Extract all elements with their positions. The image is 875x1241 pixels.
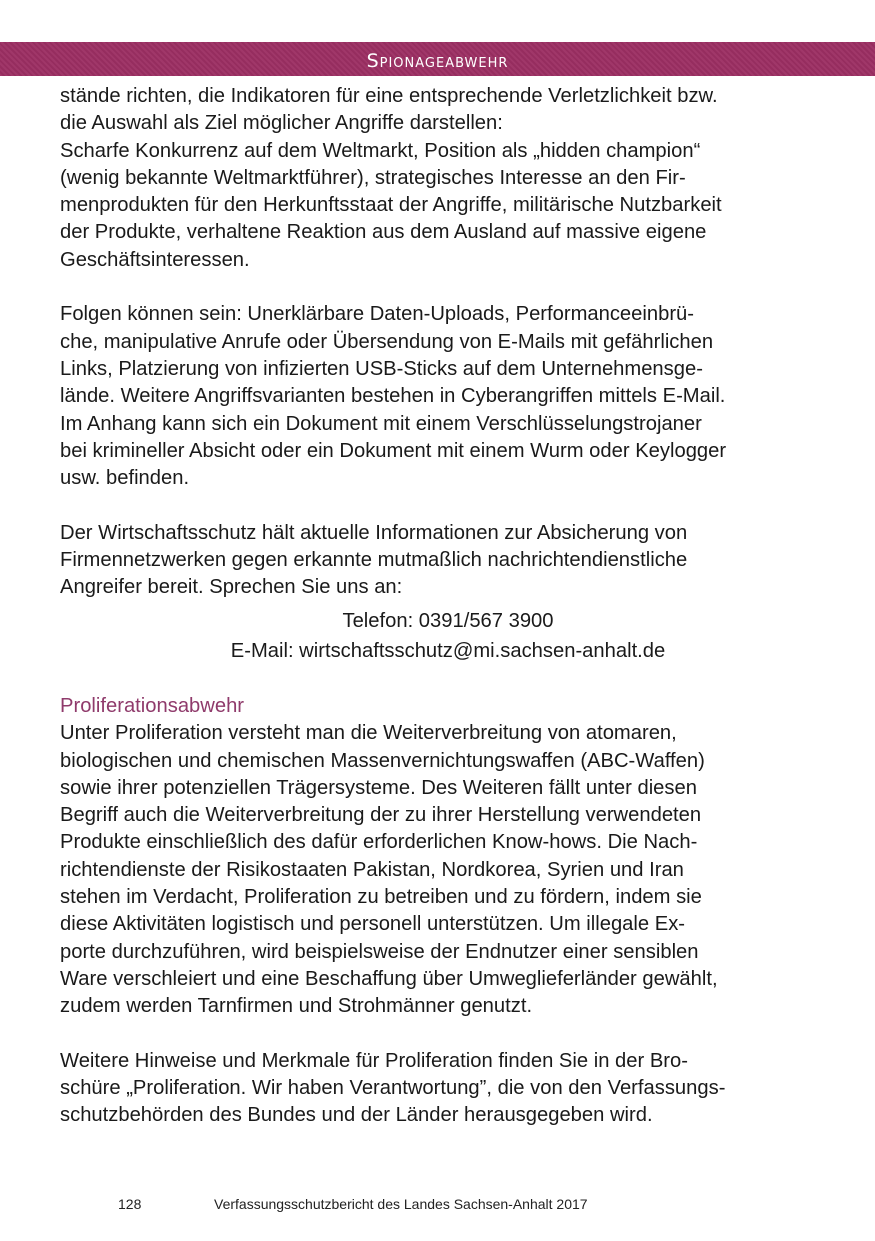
contact-email: E-Mail: wirtschaftsschutz@mi.sachsen-anhalt.de (230, 639, 666, 662)
paragraph-indicators: stände richten, die Indikatoren für eine entsprechende Verletzlichkeit bzw. die Auswahl als Ziel möglicher Angriffe darstellen: Scharfe Konkurrenz auf dem Weltmarkt, Position als „hidden champion“ (wenig bekannte Weltmarktführer), strategisches Interesse an den Fir- menprodukten für den Herkunftsstaat der Angriffe, militärische Nutzbarkeit der Produkte, verhaltene Reaktion aus dem Ausland auf massive eigene Geschäftsinteressen. (60, 85, 722, 271)
page-content (60, 83, 820, 1130)
footer-publication-title: Verfassungsschutzbericht des Landes Sachsen-Anhalt 2017 (214, 1196, 588, 1212)
paragraph-consequences: Folgen können sein: Unerklärbare Daten-Uploads, Performanceeinbrü- che, manipulative Anrufe oder Übersendung von E-Mails mit gefährlichen Links, Platzierung von infizierten USB-Sticks auf dem Unternehmensge- lände. Weitere Angriffsvarianten bestehen in Cyberangriffen mittels E-Mail. Im Anhang kann sich ein Dokument mit einem Verschlüsselungstrojaner bei krimineller Absicht oder ein Dokument mit einem Wurm oder Keylogger usw. befinden. (60, 303, 727, 490)
section-header-title: Spionageabwehr (366, 50, 509, 72)
page-footer (0, 1194, 875, 1218)
section-heading-proliferation: Proliferationsabwehr (60, 694, 245, 717)
paragraph-proliferation: Unter Proliferation versteht man die Weiterverbreitung von atomaren, biologischen und chemischen Massenvernichtungswaffen (ABC-Waffen) sowie ihrer potenziellen Trägersysteme. Des Weiteren fällt unter diesen Begriff auch die Weiterverbreitung der zu ihrer Herstellung verwendeten Produkte einschließlich des dafür erforderlichen Know-hows. Die Nach- richtendienste der Risikostaaten Pakistan, Nordkorea, Syrien und Iran stehen im Verdacht, Proliferation zu betreiben und zu fördern, indem sie diese Aktivitäten logistisch und personell unterstützen. Um illegale Ex- porte durchzuführen, wird beispielsweise der Endnutzer einer sensiblen Ware verschleiert und eine Beschaffung über Umweglieferländer gewählt, zudem werden Tarnfirmen und Strohmänner genutzt. (60, 722, 718, 1018)
paragraph-brochure: Weitere Hinweise und Merkmale für Proliferation finden Sie in der Bro- schüre „Proliferation. Wir haben Verantwortung”, die von den Verfassungs- schutzbehörden des Bundes und der Länder herausgegeben wird. (60, 1049, 726, 1127)
contact-phone: Telefon: 0391/567 3900 (342, 609, 554, 632)
paragraph-wirtschaftsschutz: Der Wirtschaftsschutz hält aktuelle Informationen zur Absicherung von Firmennetzwerken gegen erkannte mutmaßlich nachrichtendienstliche Angreifer bereit. Sprechen Sie uns an: (60, 521, 688, 599)
section-header-bar (0, 42, 875, 76)
contact-block (60, 606, 820, 666)
page-number: 128 (118, 1196, 142, 1212)
